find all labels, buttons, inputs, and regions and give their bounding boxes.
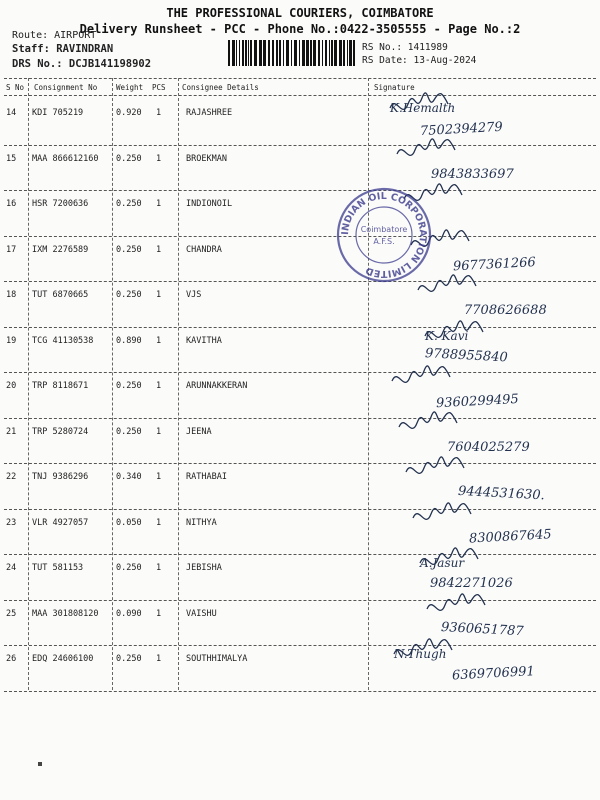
signature-phone: 8300867645	[468, 526, 553, 547]
barcode-bar	[242, 40, 244, 66]
signature-scribble	[413, 502, 471, 518]
signature-scribble	[399, 411, 457, 427]
runsheet-title: Delivery Runsheet - PCC - Phone No.:0422-3505555 - Page No.:2	[79, 22, 521, 36]
signature-phone: 9360299495	[435, 391, 520, 412]
stamp-city: Coimbatore	[360, 225, 408, 234]
barcode-bar	[259, 40, 262, 66]
barcode-bar	[263, 40, 266, 66]
consignment-cell: EDQ 24606100	[32, 654, 94, 664]
signature-name: K.Hemalth	[390, 101, 456, 115]
barcode-bar	[245, 40, 247, 66]
weight-cell: 0.250	[116, 290, 142, 300]
barcode-bar	[343, 40, 345, 66]
sno-cell: 26	[6, 654, 17, 664]
signature-scribble	[406, 457, 464, 473]
barcode-bar	[276, 40, 278, 66]
pcs-cell: 1	[156, 244, 162, 255]
weight-cell: 0.340	[116, 472, 142, 482]
pcs-cell: 1	[156, 654, 162, 664]
stray-mark	[38, 762, 42, 766]
sno-cell: 14	[6, 108, 17, 118]
pcs-cell: 1	[156, 290, 162, 300]
weight-cell: 0.250	[116, 426, 142, 437]
consignee-cell: INDIONOIL	[186, 199, 233, 209]
signature-phone: 9843833697	[431, 166, 514, 182]
col-header-consignee: Consignee Details	[182, 83, 259, 92]
signature-phone: 9842271026	[430, 576, 513, 591]
consignment-cell: MAA 301808120	[32, 608, 99, 619]
barcode-bar	[334, 40, 337, 66]
barcode-bar	[322, 40, 323, 66]
pcs-cell: 1	[156, 608, 162, 619]
barcode-bar	[286, 40, 289, 66]
signature-name: K. Kavi	[425, 328, 469, 343]
col-header-signature: Signature	[374, 83, 415, 92]
consignee-cell: CHANDRA	[186, 244, 222, 255]
col-header-consignment: Consignment No	[34, 83, 98, 92]
consignment-cell: TUT 6870665	[32, 290, 89, 300]
staff-label: Staff: RAVINDRAN	[12, 43, 114, 55]
pcs-cell: 1	[156, 199, 162, 209]
barcode-bar	[279, 40, 281, 66]
barcode-bar	[302, 40, 305, 66]
barcode-bar	[353, 40, 355, 66]
barcode-bar	[248, 40, 249, 66]
sno-cell: 18	[6, 290, 17, 300]
barcode-bar	[232, 40, 235, 66]
col-header-weight: Weight	[116, 83, 144, 92]
sno-cell: 19	[6, 335, 17, 346]
consignee-cell: RATHABAI	[186, 472, 227, 482]
weight-cell: 0.090	[116, 608, 142, 619]
weight-cell: 0.250	[116, 563, 142, 573]
signature-phone: 7604025279	[447, 439, 530, 455]
signature	[380, 624, 600, 684]
signature-phone: 7708626688	[464, 303, 547, 318]
barcode-bar	[318, 40, 320, 66]
signature-name: N.Thugh	[394, 647, 447, 661]
sno-cell: 22	[6, 472, 17, 482]
consignment-cell: TRP 8118671	[32, 381, 89, 391]
sno-cell: 21	[6, 426, 17, 437]
barcode-bar	[228, 40, 230, 66]
consignment-cell: HSR 7200636	[32, 199, 89, 209]
signature-phone: 9444531630.	[457, 483, 546, 504]
barcode-bar	[347, 40, 348, 66]
pcs-cell: 1	[156, 335, 162, 346]
weight-cell: 0.250	[116, 153, 142, 164]
signature-phone: 9788955840	[424, 345, 509, 365]
col-header-sno: S No	[6, 83, 25, 92]
weight-cell: 0.250	[116, 381, 142, 391]
barcode-bar	[349, 40, 352, 66]
stamp-code: A.F.S.	[373, 237, 395, 246]
barcode-bar	[268, 40, 270, 66]
barcode-bar	[331, 40, 333, 66]
signature-scribble	[397, 138, 455, 154]
consignee-cell: VJS	[186, 290, 202, 300]
signature-phone: 6369706991	[451, 664, 536, 684]
consignee-cell: NITHYA	[186, 517, 217, 528]
consignee-cell: SOUTHHIMALYA	[186, 654, 248, 664]
pcs-cell: 1	[156, 381, 162, 391]
barcode	[228, 40, 356, 66]
signature-scribble	[427, 593, 485, 609]
sno-cell: 17	[6, 244, 17, 255]
weight-cell: 0.920	[116, 108, 142, 118]
consignee-cell: BROEKMAN	[186, 153, 227, 164]
weight-cell: 0.890	[116, 335, 142, 346]
weight-cell: 0.250	[116, 654, 142, 664]
signature-phone: 9360651787	[440, 619, 525, 639]
sno-cell: 23	[6, 517, 17, 528]
sno-cell: 16	[6, 199, 17, 209]
runsheet-table	[4, 78, 596, 690]
consignment-cell: TRP 5280724	[32, 426, 89, 437]
barcode-bar	[299, 40, 300, 66]
barcode-bar	[291, 40, 292, 66]
barcode-bar	[339, 40, 342, 66]
stamp-ring-text: INDIAN OIL CORPORATION LIMITED	[339, 190, 429, 280]
consignee-cell: KAVITHA	[186, 335, 222, 346]
svg-text:INDIAN OIL CORPORATION LIMITED	[340, 191, 428, 279]
signature-name: A.Jasur	[420, 556, 465, 570]
sno-cell: 15	[6, 153, 17, 164]
barcode-bar	[239, 40, 240, 66]
consignee-cell: ARUNNAKKERAN	[186, 381, 248, 391]
consignee-cell: JEENA	[186, 426, 212, 437]
barcode-bar	[283, 40, 284, 66]
consignment-cell: TNJ 9386296	[32, 472, 89, 482]
barcode-bar	[329, 40, 330, 66]
pcs-cell: 1	[156, 472, 162, 482]
barcode-bar	[313, 40, 316, 66]
pcs-cell: 1	[156, 517, 162, 528]
barcode-bar	[250, 40, 252, 66]
barcode-bar	[294, 40, 297, 66]
col-header-pcs: PCS	[152, 83, 166, 92]
signature-scribble	[392, 366, 450, 382]
barcode-bar	[272, 40, 274, 66]
consignee-cell: RAJASHREE	[186, 108, 233, 118]
consignment-cell: MAA 866612160	[32, 153, 99, 164]
signature-phone: 9677361266	[452, 254, 537, 274]
rs-number: RS No.: 1411989	[362, 42, 448, 53]
consignment-cell: TCG 41130538	[32, 335, 94, 346]
consignee-cell: JEBISHA	[186, 563, 222, 573]
row-divider	[4, 691, 596, 692]
barcode-bar	[310, 40, 312, 66]
sno-cell: 20	[6, 381, 17, 391]
barcode-bar	[325, 40, 327, 66]
table-row	[4, 646, 596, 692]
pcs-cell: 1	[156, 153, 162, 164]
barcode-bar	[254, 40, 257, 66]
consignee-cell: VAISHU	[186, 608, 217, 619]
route-label: Route: AIRPORT	[12, 30, 97, 41]
pcs-cell: 1	[156, 108, 162, 118]
company-stamp	[334, 185, 434, 285]
pcs-cell: 1	[156, 563, 162, 573]
barcode-bar	[306, 40, 309, 66]
sno-cell: 25	[6, 608, 17, 619]
company-title: THE PROFESSIONAL COURIERS, COIMBATORE	[166, 6, 434, 20]
consignment-cell: KDI 705219	[32, 108, 84, 118]
weight-cell: 0.250	[116, 199, 142, 209]
consignment-cell: TUT 581153	[32, 563, 84, 573]
weight-cell: 0.250	[116, 244, 142, 255]
weight-cell: 0.050	[116, 517, 142, 528]
pcs-cell: 1	[156, 426, 162, 437]
barcode-bar	[236, 40, 237, 66]
rs-date: RS Date: 13-Aug-2024	[362, 55, 477, 66]
consignment-cell: VLR 4927057	[32, 517, 89, 528]
consignment-cell: IXM 2276589	[32, 244, 89, 255]
signature-phone: 7502394279	[419, 119, 504, 140]
sno-cell: 24	[6, 563, 17, 573]
drs-number: DRS No.: DCJB141198902	[12, 58, 152, 70]
